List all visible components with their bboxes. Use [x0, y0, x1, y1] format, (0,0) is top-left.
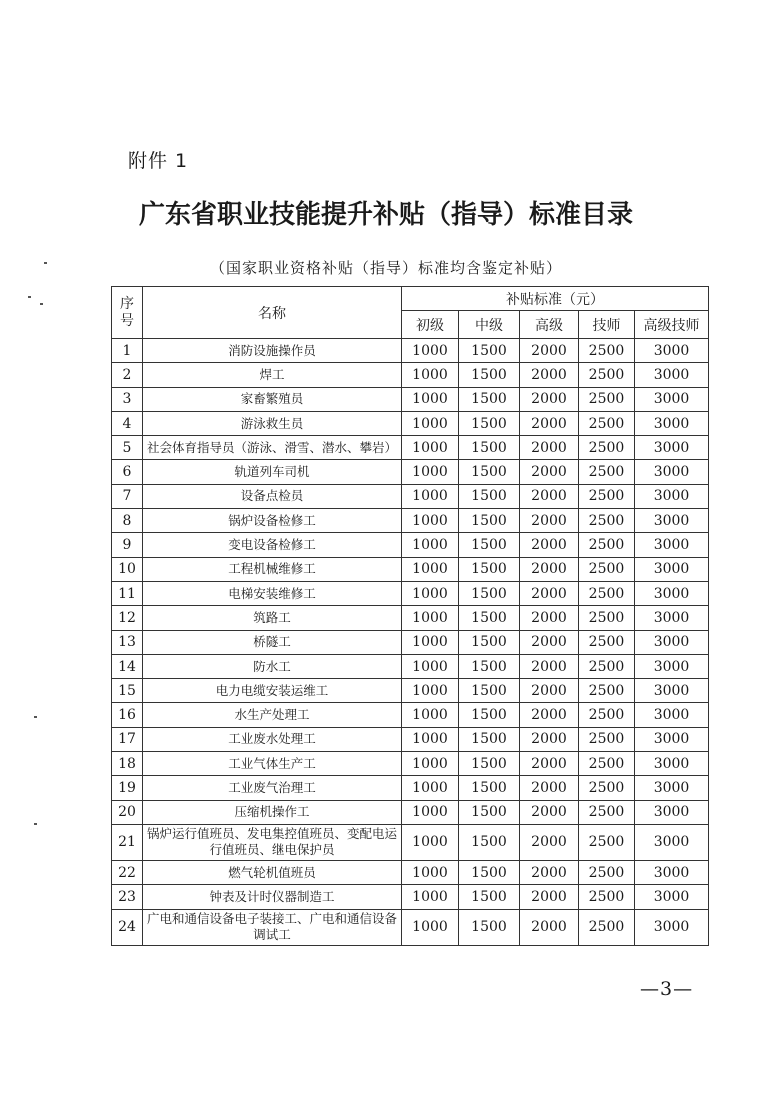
- row-senior-value: 2000: [520, 727, 579, 751]
- row-intermediate-value: 1500: [459, 909, 520, 945]
- row-intermediate-value: 1500: [459, 484, 520, 508]
- header-level-senior-technician: 高级技师: [635, 311, 709, 339]
- row-technician-value: 2500: [579, 654, 635, 678]
- table-row: [112, 630, 709, 654]
- table-row: [112, 800, 709, 824]
- table-row: [112, 460, 709, 484]
- row-seq: 23: [112, 885, 143, 909]
- row-seq: 11: [112, 581, 143, 605]
- row-intermediate-value: 1500: [459, 654, 520, 678]
- attachment-label: 附件 1: [128, 150, 189, 172]
- table-row: [112, 727, 709, 751]
- row-senior-value: 2000: [520, 363, 579, 387]
- row-primary-value: 1000: [402, 411, 459, 435]
- row-seq: 22: [112, 860, 143, 884]
- row-intermediate-value: 1500: [459, 800, 520, 824]
- header-seq-top: 序: [120, 295, 134, 312]
- table-row: [112, 909, 709, 945]
- row-intermediate-value: 1500: [459, 679, 520, 703]
- row-senior-value: 2000: [520, 606, 579, 630]
- row-technician-value: 2500: [579, 436, 635, 460]
- row-primary-value: 1000: [402, 800, 459, 824]
- row-seq: 7: [112, 484, 143, 508]
- table-row: [112, 581, 709, 605]
- row-senior-technician-value: 3000: [635, 630, 709, 654]
- row-name: 广电和通信设备电子装接工、广电和通信设备调试工: [143, 909, 402, 945]
- row-intermediate-value: 1500: [459, 533, 520, 557]
- row-seq: 13: [112, 630, 143, 654]
- table-row: [112, 557, 709, 581]
- row-technician-value: 2500: [579, 703, 635, 727]
- row-name: 工业气体生产工: [143, 752, 402, 776]
- row-seq: 12: [112, 606, 143, 630]
- table-body: [112, 339, 709, 946]
- row-technician-value: 2500: [579, 824, 635, 860]
- document-subtitle: （国家职业资格补贴（指导）标准均含鉴定补贴）: [209, 259, 562, 277]
- header-level-senior: 高级: [520, 311, 579, 339]
- table-row: [112, 860, 709, 884]
- row-technician-value: 2500: [579, 727, 635, 751]
- row-intermediate-value: 1500: [459, 630, 520, 654]
- table-row: [112, 339, 709, 363]
- row-name: 压缩机操作工: [143, 800, 402, 824]
- row-senior-technician-value: 3000: [635, 752, 709, 776]
- table-row: [112, 776, 709, 800]
- row-name: 设备点检员: [143, 484, 402, 508]
- row-senior-value: 2000: [520, 885, 579, 909]
- row-intermediate-value: 1500: [459, 509, 520, 533]
- scan-speck: [34, 716, 37, 718]
- header-level-technician: 技师: [579, 311, 635, 339]
- row-senior-technician-value: 3000: [635, 885, 709, 909]
- header-name: 名称: [143, 287, 402, 339]
- row-technician-value: 2500: [579, 363, 635, 387]
- row-senior-technician-value: 3000: [635, 679, 709, 703]
- row-intermediate-value: 1500: [459, 581, 520, 605]
- row-technician-value: 2500: [579, 776, 635, 800]
- header-subsidy-standard: 补贴标准（元）: [402, 287, 709, 311]
- row-name: 工程机械维修工: [143, 557, 402, 581]
- row-senior-technician-value: 3000: [635, 727, 709, 751]
- row-senior-value: 2000: [520, 557, 579, 581]
- row-seq: 2: [112, 363, 143, 387]
- row-name: 锅炉运行值班员、发电集控值班员、变配电运行值班员、继电保护员: [143, 824, 402, 860]
- row-primary-value: 1000: [402, 339, 459, 363]
- row-technician-value: 2500: [579, 860, 635, 884]
- table-row: [112, 387, 709, 411]
- row-technician-value: 2500: [579, 533, 635, 557]
- row-intermediate-value: 1500: [459, 436, 520, 460]
- row-senior-technician-value: 3000: [635, 484, 709, 508]
- row-senior-value: 2000: [520, 436, 579, 460]
- row-seq: 1: [112, 339, 143, 363]
- row-senior-value: 2000: [520, 776, 579, 800]
- row-intermediate-value: 1500: [459, 860, 520, 884]
- row-senior-value: 2000: [520, 533, 579, 557]
- row-senior-value: 2000: [520, 752, 579, 776]
- row-technician-value: 2500: [579, 581, 635, 605]
- row-seq: 9: [112, 533, 143, 557]
- row-technician-value: 2500: [579, 885, 635, 909]
- row-senior-value: 2000: [520, 411, 579, 435]
- table-header: [112, 287, 709, 339]
- row-name: 防水工: [143, 654, 402, 678]
- table-row: [112, 436, 709, 460]
- row-primary-value: 1000: [402, 581, 459, 605]
- row-name: 桥隧工: [143, 630, 402, 654]
- row-senior-technician-value: 3000: [635, 387, 709, 411]
- table-row: [112, 606, 709, 630]
- row-primary-value: 1000: [402, 484, 459, 508]
- row-technician-value: 2500: [579, 557, 635, 581]
- row-technician-value: 2500: [579, 909, 635, 945]
- row-seq: 20: [112, 800, 143, 824]
- row-technician-value: 2500: [579, 509, 635, 533]
- row-seq: 4: [112, 411, 143, 435]
- row-technician-value: 2500: [579, 387, 635, 411]
- row-senior-value: 2000: [520, 581, 579, 605]
- row-name: 工业废气治理工: [143, 776, 402, 800]
- row-primary-value: 1000: [402, 436, 459, 460]
- table-row: [112, 703, 709, 727]
- row-seq: 16: [112, 703, 143, 727]
- row-name: 钟表及计时仪器制造工: [143, 885, 402, 909]
- row-intermediate-value: 1500: [459, 387, 520, 411]
- row-primary-value: 1000: [402, 387, 459, 411]
- row-seq: 17: [112, 727, 143, 751]
- table-row: [112, 885, 709, 909]
- row-senior-technician-value: 3000: [635, 824, 709, 860]
- table-row: [112, 509, 709, 533]
- row-intermediate-value: 1500: [459, 727, 520, 751]
- page-number: —3—: [640, 978, 694, 1000]
- document-title: 广东省职业技能提升补贴（指导）标准目录: [138, 200, 633, 230]
- row-name: 工业废水处理工: [143, 727, 402, 751]
- row-primary-value: 1000: [402, 727, 459, 751]
- row-primary-value: 1000: [402, 885, 459, 909]
- table-row: [112, 533, 709, 557]
- row-primary-value: 1000: [402, 909, 459, 945]
- row-intermediate-value: 1500: [459, 703, 520, 727]
- scan-speck: [28, 296, 31, 298]
- row-name: 水生产处理工: [143, 703, 402, 727]
- row-primary-value: 1000: [402, 606, 459, 630]
- row-senior-value: 2000: [520, 800, 579, 824]
- row-seq: 19: [112, 776, 143, 800]
- row-senior-technician-value: 3000: [635, 533, 709, 557]
- row-primary-value: 1000: [402, 654, 459, 678]
- row-intermediate-value: 1500: [459, 557, 520, 581]
- row-intermediate-value: 1500: [459, 885, 520, 909]
- scan-speck: [34, 823, 37, 825]
- row-primary-value: 1000: [402, 533, 459, 557]
- row-seq: 6: [112, 460, 143, 484]
- row-senior-technician-value: 3000: [635, 509, 709, 533]
- row-intermediate-value: 1500: [459, 776, 520, 800]
- row-technician-value: 2500: [579, 484, 635, 508]
- row-senior-value: 2000: [520, 679, 579, 703]
- row-name: 锅炉设备检修工: [143, 509, 402, 533]
- row-name: 游泳救生员: [143, 411, 402, 435]
- row-primary-value: 1000: [402, 752, 459, 776]
- row-primary-value: 1000: [402, 509, 459, 533]
- table-row: [112, 752, 709, 776]
- row-name: 燃气轮机值班员: [143, 860, 402, 884]
- row-name: 焊工: [143, 363, 402, 387]
- row-primary-value: 1000: [402, 679, 459, 703]
- row-seq: 24: [112, 909, 143, 945]
- row-seq: 3: [112, 387, 143, 411]
- row-name: 筑路工: [143, 606, 402, 630]
- header-level-primary: 初级: [402, 311, 459, 339]
- row-seq: 18: [112, 752, 143, 776]
- row-senior-value: 2000: [520, 909, 579, 945]
- row-name: 消防设施操作员: [143, 339, 402, 363]
- row-senior-technician-value: 3000: [635, 703, 709, 727]
- table-row: [112, 679, 709, 703]
- row-senior-value: 2000: [520, 703, 579, 727]
- row-senior-technician-value: 3000: [635, 339, 709, 363]
- row-senior-value: 2000: [520, 339, 579, 363]
- row-technician-value: 2500: [579, 679, 635, 703]
- row-technician-value: 2500: [579, 800, 635, 824]
- scan-speck: [40, 303, 43, 305]
- row-primary-value: 1000: [402, 824, 459, 860]
- row-technician-value: 2500: [579, 411, 635, 435]
- row-primary-value: 1000: [402, 363, 459, 387]
- row-senior-technician-value: 3000: [635, 909, 709, 945]
- row-senior-technician-value: 3000: [635, 581, 709, 605]
- row-name: 社会体育指导员（游泳、滑雪、潜水、攀岩）: [143, 436, 402, 460]
- row-senior-value: 2000: [520, 509, 579, 533]
- row-senior-technician-value: 3000: [635, 557, 709, 581]
- row-senior-value: 2000: [520, 654, 579, 678]
- row-technician-value: 2500: [579, 339, 635, 363]
- row-primary-value: 1000: [402, 776, 459, 800]
- row-intermediate-value: 1500: [459, 411, 520, 435]
- row-seq: 15: [112, 679, 143, 703]
- row-technician-value: 2500: [579, 460, 635, 484]
- row-intermediate-value: 1500: [459, 752, 520, 776]
- row-technician-value: 2500: [579, 752, 635, 776]
- row-intermediate-value: 1500: [459, 824, 520, 860]
- row-intermediate-value: 1500: [459, 339, 520, 363]
- row-name: 家畜繁殖员: [143, 387, 402, 411]
- row-senior-technician-value: 3000: [635, 363, 709, 387]
- row-seq: 21: [112, 824, 143, 860]
- row-name: 轨道列车司机: [143, 460, 402, 484]
- row-senior-value: 2000: [520, 484, 579, 508]
- row-senior-value: 2000: [520, 630, 579, 654]
- row-senior-value: 2000: [520, 824, 579, 860]
- row-name: 电梯安装维修工: [143, 581, 402, 605]
- row-intermediate-value: 1500: [459, 460, 520, 484]
- row-senior-technician-value: 3000: [635, 776, 709, 800]
- row-technician-value: 2500: [579, 606, 635, 630]
- header-seq: [112, 287, 143, 339]
- table-row: [112, 824, 709, 860]
- row-intermediate-value: 1500: [459, 606, 520, 630]
- table-row: [112, 484, 709, 508]
- row-seq: 10: [112, 557, 143, 581]
- row-senior-value: 2000: [520, 460, 579, 484]
- table-row: [112, 411, 709, 435]
- row-senior-value: 2000: [520, 387, 579, 411]
- table-row: [112, 363, 709, 387]
- row-senior-technician-value: 3000: [635, 800, 709, 824]
- header-seq-bottom: 号: [120, 312, 134, 329]
- row-primary-value: 1000: [402, 860, 459, 884]
- row-name: 变电设备检修工: [143, 533, 402, 557]
- row-intermediate-value: 1500: [459, 363, 520, 387]
- header-level-intermediate: 中级: [459, 311, 520, 339]
- row-senior-value: 2000: [520, 860, 579, 884]
- row-senior-technician-value: 3000: [635, 654, 709, 678]
- row-technician-value: 2500: [579, 630, 635, 654]
- row-senior-technician-value: 3000: [635, 436, 709, 460]
- row-primary-value: 1000: [402, 460, 459, 484]
- row-primary-value: 1000: [402, 630, 459, 654]
- row-senior-technician-value: 3000: [635, 860, 709, 884]
- table-row: [112, 654, 709, 678]
- subsidy-table: [111, 286, 709, 946]
- row-senior-technician-value: 3000: [635, 411, 709, 435]
- row-seq: 14: [112, 654, 143, 678]
- row-seq: 8: [112, 509, 143, 533]
- row-senior-technician-value: 3000: [635, 606, 709, 630]
- row-primary-value: 1000: [402, 703, 459, 727]
- row-seq: 5: [112, 436, 143, 460]
- row-senior-technician-value: 3000: [635, 460, 709, 484]
- row-name: 电力电缆安装运维工: [143, 679, 402, 703]
- row-primary-value: 1000: [402, 557, 459, 581]
